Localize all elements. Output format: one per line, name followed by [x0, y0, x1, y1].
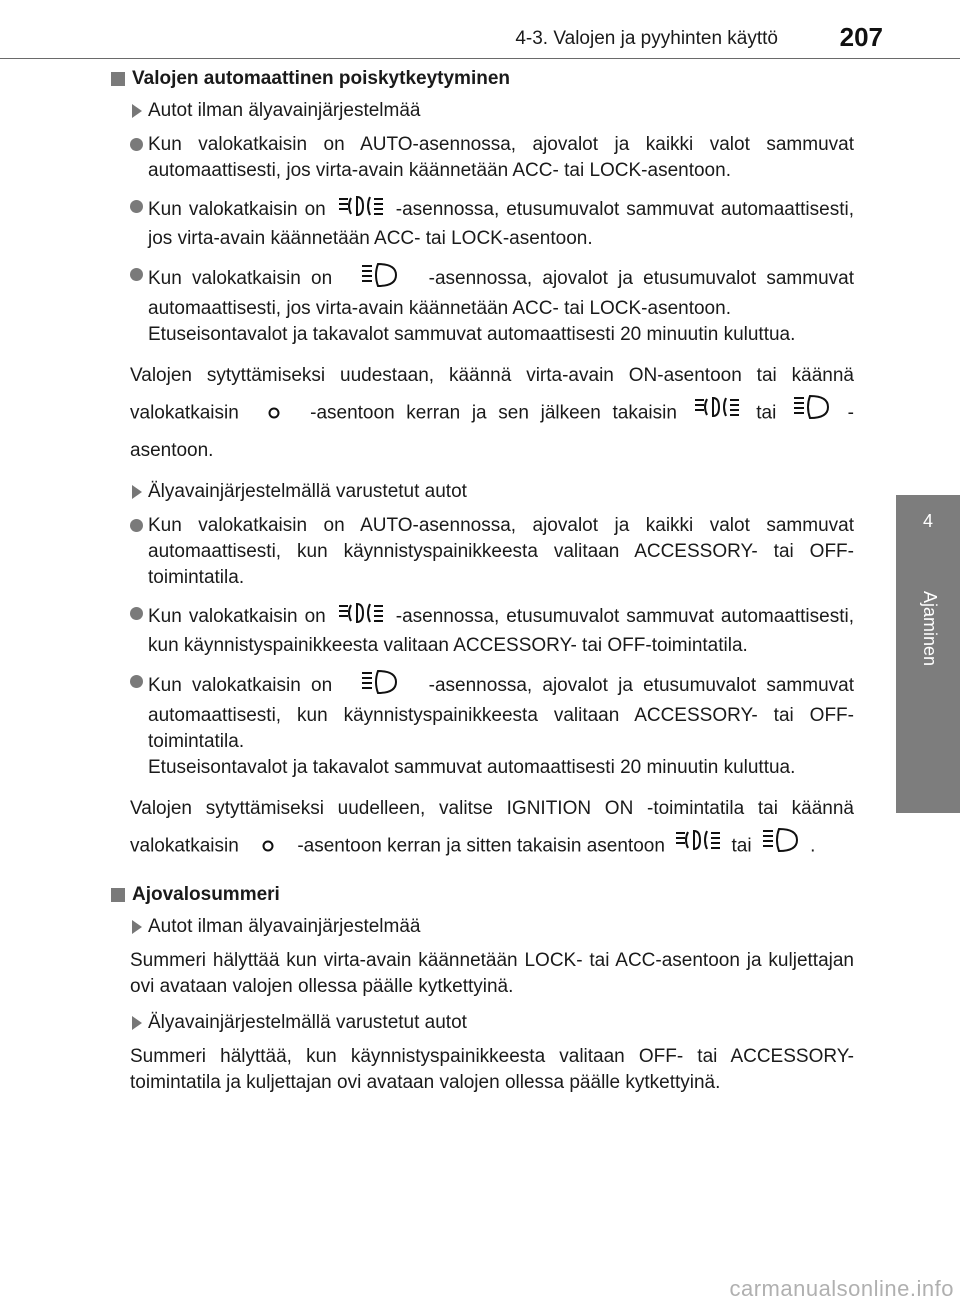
- para-text-b: -asentoon kerran ja sitten takaisin asentoon: [297, 835, 665, 857]
- bullet-auto-position: [110, 132, 854, 184]
- bullet-fog-position: [110, 194, 854, 252]
- chapter-tab[interactable]: [896, 495, 960, 813]
- light-switch-off-icon: [266, 396, 282, 432]
- headlight-icon: [792, 394, 832, 433]
- front-fog-light-icon: [693, 395, 741, 432]
- bullet-text-pre: Kun valokatkaisin on: [148, 675, 333, 697]
- chapter-label-wrap: [916, 591, 940, 791]
- bullet-text-post: -asennossa, ajovalot ja etusumuvalot sammuvat automaattisesti, jos virta-avain käännetään ACC- tai LOCK-asentoon.: [148, 268, 855, 319]
- bullet-text-post: -asennossa, etusumuvalot sammuvat automaattisesti, kun käynnistyspainikkeesta valitaan ACCESSORY- tai OFF-toimintatila.: [148, 606, 854, 656]
- para-text-d: -asentoon.: [130, 402, 854, 461]
- front-fog-light-icon: [337, 194, 385, 226]
- para-text-c: tai: [731, 835, 752, 857]
- subheading-no-smart-key: Autot ilman älyavainjärjestelmää: [110, 98, 854, 124]
- bullet-fog-position-smart: [110, 601, 854, 659]
- section-heading-auto-off: Valojen automaattinen poiskytkeytyminen: [110, 66, 854, 92]
- bullet-text-pre: Kun valokatkaisin on: [148, 606, 326, 628]
- bullet-headlight-position: [110, 262, 854, 348]
- para-text-a: Valojen sytyttämiseksi uudestaan, käännä virta-avain ON-asentoon tai käännä valokatkaisin: [130, 365, 854, 424]
- para-text-a: Valojen sytyttämiseksi uudelleen, valitse IGNITION ON -toimintatila tai käännä valokatkaisin: [130, 798, 854, 857]
- bullet-extra-text: Etuseisontavalot ja takavalot sammuvat automaattisesti 20 minuutin kuluttua.: [148, 324, 796, 345]
- paragraph-relight-smart: [110, 791, 854, 866]
- section-heading-buzzer: Ajovalosummeri: [110, 882, 854, 908]
- subheading-smart-key-buzzer: Älyavainjärjestelmällä varustetut autot: [110, 1010, 854, 1036]
- front-fog-light-icon: [337, 601, 385, 633]
- para-text-d: .: [810, 835, 816, 857]
- bullet-text-post: -asennossa, ajovalot ja etusumuvalot sammuvat automaattisesti, kun käynnistyspainikkeesta valitaan ACCESSORY- tai OFF-toimintatila.: [148, 675, 855, 752]
- headlight-icon: [360, 669, 400, 703]
- subheading-smart-key: Älyavainjärjestelmällä varustetut autot: [110, 479, 854, 505]
- bullet-text-pre: Kun valokatkaisin on: [148, 199, 326, 221]
- bullet-auto-position-smart: [110, 513, 854, 591]
- bullet-extra-text: Etuseisontavalot ja takavalot sammuvat automaattisesti 20 minuutin kuluttua.: [148, 757, 796, 778]
- para-text-b: -asentoon kerran ja sen jälkeen takaisin: [310, 402, 677, 424]
- chapter-label: Ajaminen: [920, 591, 940, 667]
- bullet-headlight-position-smart: [110, 669, 854, 781]
- headlight-icon: [761, 827, 801, 866]
- paragraph-relight: [110, 358, 854, 469]
- header-divider: [0, 58, 960, 59]
- paragraph-buzzer-no-smart: Summeri hälyttää kun virta-avain käännetään LOCK- tai ACC-asentoon ja kuljettajan ovi avataan valojen ollessa päälle kytkettyinä.: [130, 950, 854, 997]
- para-text-c: tai: [756, 402, 777, 424]
- bullet-text-pre: Kun valokatkaisin on: [148, 268, 333, 290]
- chapter-number: 4: [922, 511, 933, 531]
- light-switch-off-icon: [260, 829, 276, 865]
- bullet-text: Kun valokatkaisin on AUTO-asennossa, ajovalot ja kaikki valot sammuvat automaattisesti, kun käynnistyspainikkeesta valitaan ACCESSORY- tai OFF-toimintatila.: [148, 515, 854, 588]
- front-fog-light-icon: [674, 828, 722, 865]
- paragraph-buzzer-smart: Summeri hälyttää, kun käynnistyspainikkeesta valitaan OFF- tai ACCESSORY-toimintatila ja kuljettajan ovi avataan valojen ollessa päälle kytkettyinä.: [130, 1046, 854, 1093]
- headlight-icon: [360, 262, 400, 296]
- page-content: [110, 66, 854, 1106]
- page-number: 207: [839, 22, 883, 52]
- bullet-text: Kun valokatkaisin on AUTO-asennossa, ajovalot ja kaikki valot sammuvat automaattisesti, jos virta-avain käännetään ACC- tai LOCK-asentoon.: [148, 134, 854, 181]
- page-header: [0, 0, 960, 60]
- section-title: 4-3. Valojen ja pyyhinten käyttö: [515, 28, 778, 49]
- bullet-text-post: -asennossa, etusumuvalot sammuvat automaattisesti, jos virta-avain käännetään ACC- tai LOCK-asentoon.: [148, 199, 854, 249]
- watermark: carmanualsonline.info: [729, 1276, 954, 1301]
- subheading-no-smart-key-buzzer: Autot ilman älyavainjärjestelmää: [110, 914, 854, 940]
